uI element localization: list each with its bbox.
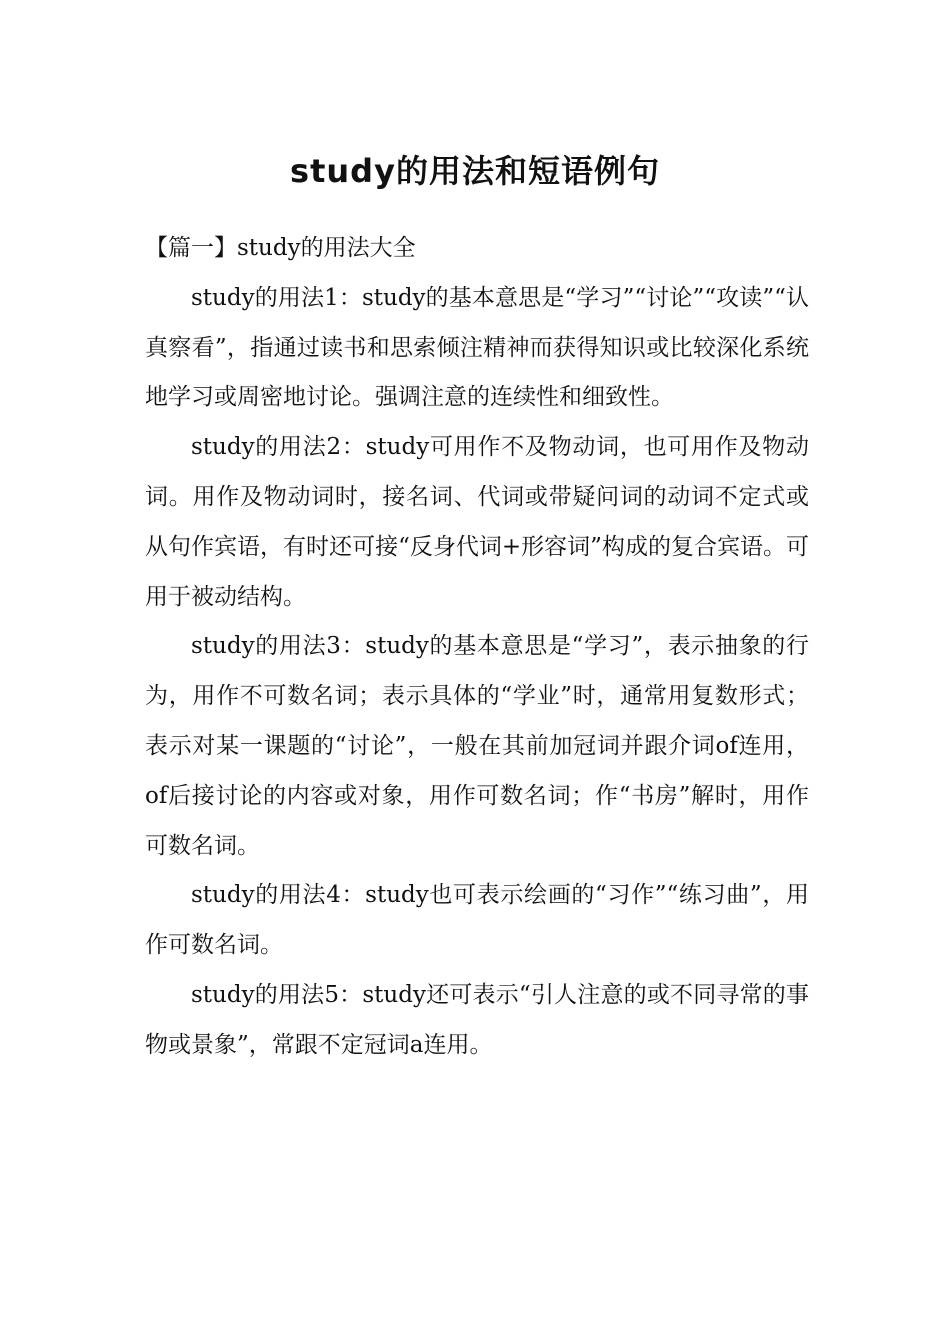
paragraph-usage-2: study的用法2：study可用作不及物动词，也可用作及物动词。用作及物动词时，接名词、代词或带疑问词的动词不定式或从句作宾语，有时还可接“反身代词+形容词”构成的复合宾语。可用于被动结构。 [145,434,809,610]
document-body [145,224,809,1071]
section-heading: 【篇一】study的用法大全 [145,235,416,261]
paragraph-usage-3: study的用法3：study的基本意思是“学习”，表示抽象的行为，用作不可数名词；表示具体的“学业”时，通常用复数形式；表示对某一课题的“讨论”，一般在其前加冠词并跟介词of连用，of后接讨论的内容或对象，用作可数名词；作“书房”解时，用作可数名词。 [145,633,809,859]
paragraph-usage-5: study的用法5：study还可表示“引人注意的或不同寻常的事物或景象”，常跟不定冠词a连用。 [145,981,809,1058]
paragraph-usage-1: study的用法1：study的基本意思是“学习”“讨论”“攻读”“认真察看”，指通过读书和思索倾注精神而获得知识或比较深化系统地学习或周密地讨论。强调注意的连续性和细致性。 [145,284,809,411]
paragraph-usage-4: study的用法4：study也可表示绘画的“习作”“练习曲”，用作可数名词。 [145,882,809,959]
document-title: study的用法和短语例句 [290,152,660,191]
